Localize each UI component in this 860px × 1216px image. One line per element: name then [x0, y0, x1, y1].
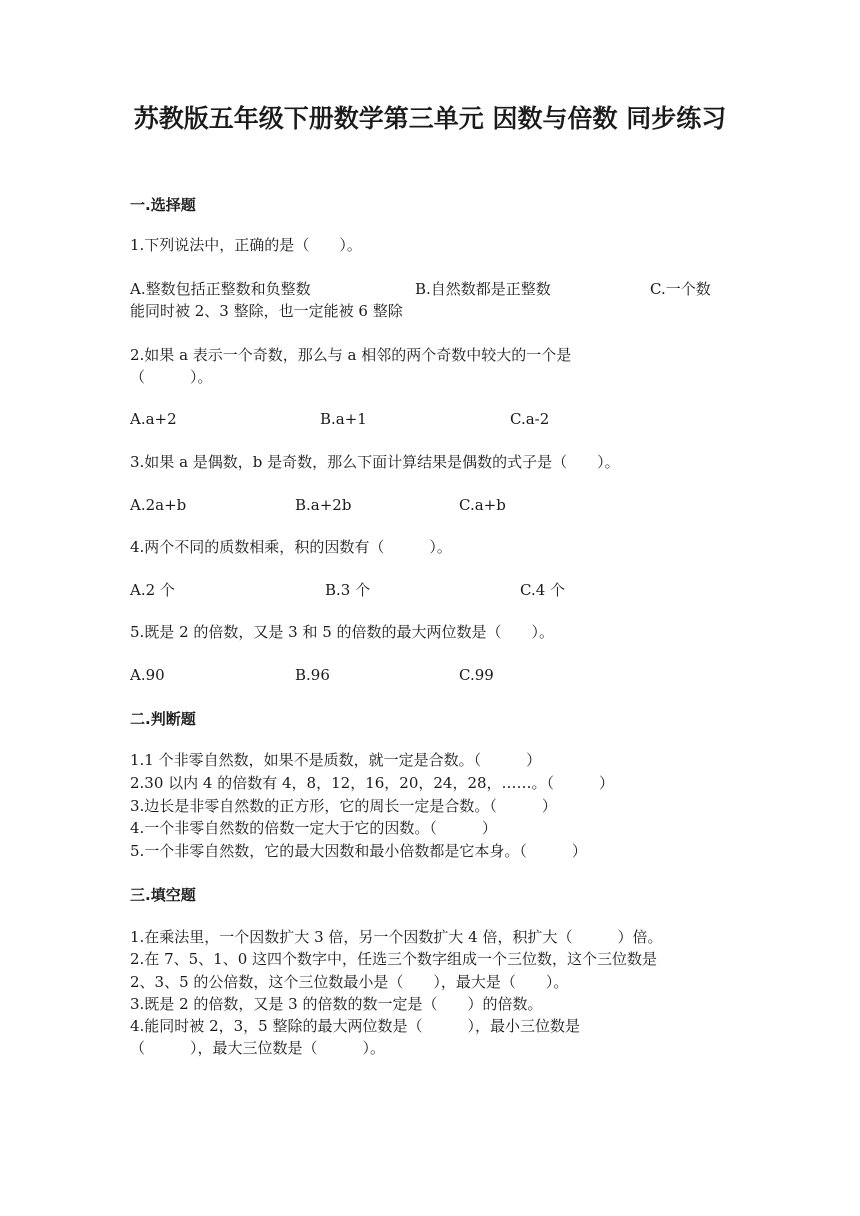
- option-b: B.a+2b: [295, 496, 352, 514]
- option-b: B.自然数都是正整数: [415, 280, 551, 298]
- fill-item: 2.在 7、5、1、0 这四个数字中，任选三个数字组成一个三位数，这个三位数是: [130, 950, 658, 968]
- fill-item-continued: 2、3、5 的公倍数，这个三位数最小是（ ），最大是（ ）。: [130, 973, 569, 991]
- question-stem: 4.两个不同的质数相乘，积的因数有（ ）。: [130, 538, 452, 556]
- option-c: C.4 个: [520, 581, 566, 599]
- option-c: C.一个数: [650, 280, 711, 298]
- option-a: A.2 个: [130, 581, 175, 599]
- judge-item: 1.1 个非零自然数，如果不是质数，就一定是合数。（ ）: [130, 751, 542, 769]
- option-b: B.a+1: [320, 410, 367, 428]
- option-b: B.96: [295, 666, 330, 684]
- judge-item: 2.30 以内 4 的倍数有 4，8，12，16，20，24，28，……。（ ）: [130, 774, 615, 792]
- fill-item: 1.在乘法里，一个因数扩大 3 倍，另一个因数扩大 4 倍，积扩大（ ）倍。: [130, 928, 663, 946]
- section-heading-choice: 一.选择题: [130, 196, 196, 214]
- page-title: 苏教版五年级下册数学第三单元 因数与倍数 同步练习: [133, 104, 727, 133]
- judge-item: 3.边长是非零自然数的正方形，它的周长一定是合数。（ ）: [130, 797, 557, 815]
- question-stem: 5.既是 2 的倍数，又是 3 和 5 的倍数的最大两位数是（ ）。: [130, 623, 555, 641]
- judge-item: 5.一个非零自然数，它的最大因数和最小倍数都是它本身。（ ）: [130, 842, 587, 860]
- fill-item: 3.既是 2 的倍数，又是 3 的倍数的数一定是（ ）的倍数。: [130, 995, 543, 1013]
- section-heading-judge: 二.判断题: [130, 710, 196, 728]
- option-b: B.3 个: [325, 581, 371, 599]
- option-c: C.a+b: [459, 496, 506, 514]
- option-c-continued: 能同时被 2、3 整除，也一定能被 6 整除: [130, 302, 403, 320]
- option-c: C.a-2: [510, 410, 550, 428]
- section-heading-fill: 三.填空题: [130, 886, 196, 904]
- option-a: A.整数包括正整数和负整数: [130, 280, 311, 298]
- question-stem: 1.下列说法中，正确的是（ ）。: [130, 236, 362, 254]
- option-a: A.a+2: [130, 410, 177, 428]
- option-a: A.2a+b: [130, 496, 187, 514]
- option-a: A.90: [130, 666, 165, 684]
- question-stem: 2.如果 a 表示一个奇数，那么与 a 相邻的两个奇数中较大的一个是（ ）。: [130, 346, 572, 386]
- question-stem: 3.如果 a 是偶数，b 是奇数，那么下面计算结果是偶数的式子是（ ）。: [130, 453, 620, 471]
- judge-item: 4.一个非零自然数的倍数一定大于它的因数。（ ）: [130, 819, 497, 837]
- option-c: C.99: [459, 666, 494, 684]
- fill-item: 4.能同时被 2，3，5 整除的最大两位数是（ ），最小三位数是（ ），最大三位数是（ ）。: [130, 1017, 580, 1057]
